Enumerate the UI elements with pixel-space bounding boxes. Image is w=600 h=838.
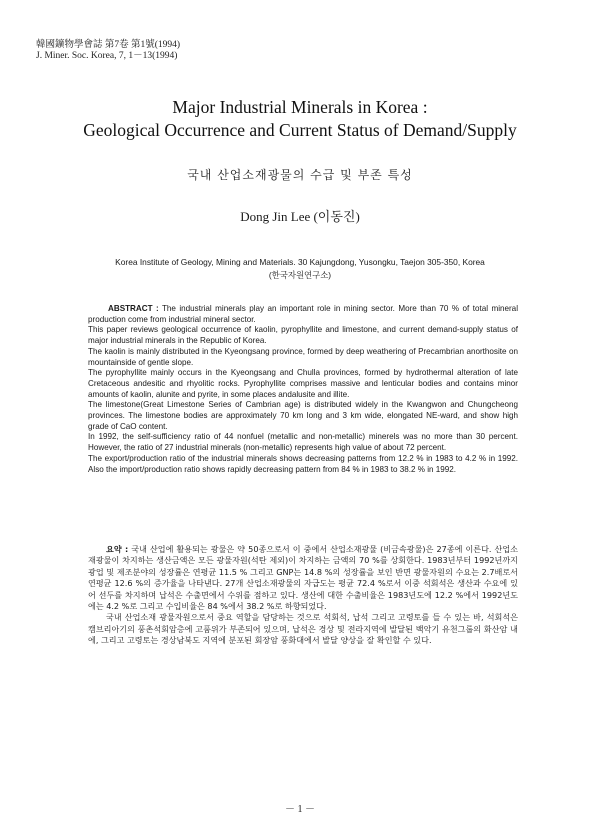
paper-title-line1: Major Industrial Minerals in Korea : [172,97,428,117]
abstract-paragraph: This paper reviews geological occurrence of kaolin, pyrophyllite and limestone, and current demand-supply status of major industrial minerals in the Republic of Korea. [88,325,518,346]
affiliation [0,256,600,282]
abstract-label: ABSTRACT : [108,304,159,313]
abstract-paragraph [88,304,518,325]
abstract-text: The industrial minerals play an important role in mining sector. More than 70 % of total mineral production come from industrial mineral sector. [88,304,518,324]
korean-title: 국내 산업소재광물의 수급 및 부존 특성 [187,168,413,182]
abstract-paragraph: The limestone(Great Limestone Series of Cambrian age) is distributed widely in the Kwangwon and Chungcheong provinces. The limestone bodies are approximately 70 km long and 3 km wide, elongated NE-ward, and show high grade of CaO content. [88,400,518,431]
korean-abstract-label: 요약 : [106,544,129,554]
abstract-paragraph: In 1992, the self-sufficiency ratio of 44 nonfuel (metallic and non-metallic) minerels was no more than 30 percent. However, the ratio of 27 industrial minerals (non-metallic) represents high value of about 72 percent. [88,432,518,453]
affiliation-english: Korea Institute of Geology, Mining and Materials. 30 Kajungdong, Yusongku, Taejon 305-350, Korea [115,257,485,267]
affiliation-korean: (한국자원연구소) [268,270,332,280]
korean-abstract-paragraph: 국내 산업소재 광물자원으로서 중요 역할을 담당하는 것으로 석회석, 납석 그리고 고령토를 들 수 있는 바, 석회석은 캠브리아기의 풍촌석회암층에 고품위가 부존되어 있으며, 납석은 경상 및 전라지역에 발달된 백악기 유천그룹의 화산암 내에, 그리고 고령토는 경상남북도 지역에 분포된 회장암 풍화대에서 발달 양상을 잘 확인할 수 있다. [88,612,518,646]
page-number: － 1 － [285,804,315,815]
abstract-paragraph: The kaolin is mainly distributed in the Kyeongsang province, formed by deep weathering of Precambrian anorthosite on mountainside of gentle slope. [88,346,518,367]
abstract-paragraph: The export/production ratio of the industrial minerals shows decreasing patterns from 12.2 % in 1983 to 4.2 % in 1992. Also the import/production ratio shows rapidly decreasing pattern from 84 % in 1983 to 38.2 % in 1992. [88,453,518,474]
abstract-paragraph: The pyrophyllite mainly occurs in the Kyeongsang and Chulla provinces, formed by hydrothermal alteration of late Cretaceous andesitic and rhyolitic rocks. Pyrophyllite comprises massive and lenticular bodies and contains minor amounts of kaolin, alunite and pyrite, in some places andalusite and illite. [88,368,518,399]
paper-title-line2: Geological Occurrence and Current Status of Demand/Supply [83,120,517,140]
journal-header-english: J. Miner. Soc. Korea, 7, 1－13(1994) [36,51,178,61]
korean-abstract-paragraph [88,544,518,612]
korean-abstract-text: 국내 산업에 활용되는 광물은 약 50종으로서 이 중에서 산업소재광물 (비금속광물)은 27종에 이른다. 산업소재광물이 차지하는 생산금액은 모든 광물자원(석탄 제외)이 차지하는 금액의 70 %를 상회한다. 1983년부터 1992년까지 광업 및 제조분야의 성장률은 연평균 11.5 % 그리고 GNP는 14.8 %의 성장률을 보인 반면 광물자원의 수요는 2.7배로서 연평균 12.6 %의 증가율을 나타낸다. 27개 산업소재광물의 자급도는 평균 72.4 %로서 이중 석회석은 생산과 수요에 있어 선두를 차지하며 납석은 수출면에서 수위를 점하고 있다. 생산에 대한 수출비율은 1983년도에 12.2 %에서 1992년도에는 4.2 %로 그리고 수입비율은 84 %에서 38.2 %로 하향되었다. [88,544,518,612]
paper-title [0,96,600,142]
journal-header-korean: 韓國鑛物學會誌 第7卷 第1號(1994) [36,40,181,50]
abstract-section [88,304,518,475]
author-name: Dong Jin Lee (이동진) [240,209,360,224]
journal-header [36,40,180,62]
korean-abstract-section [88,544,518,647]
